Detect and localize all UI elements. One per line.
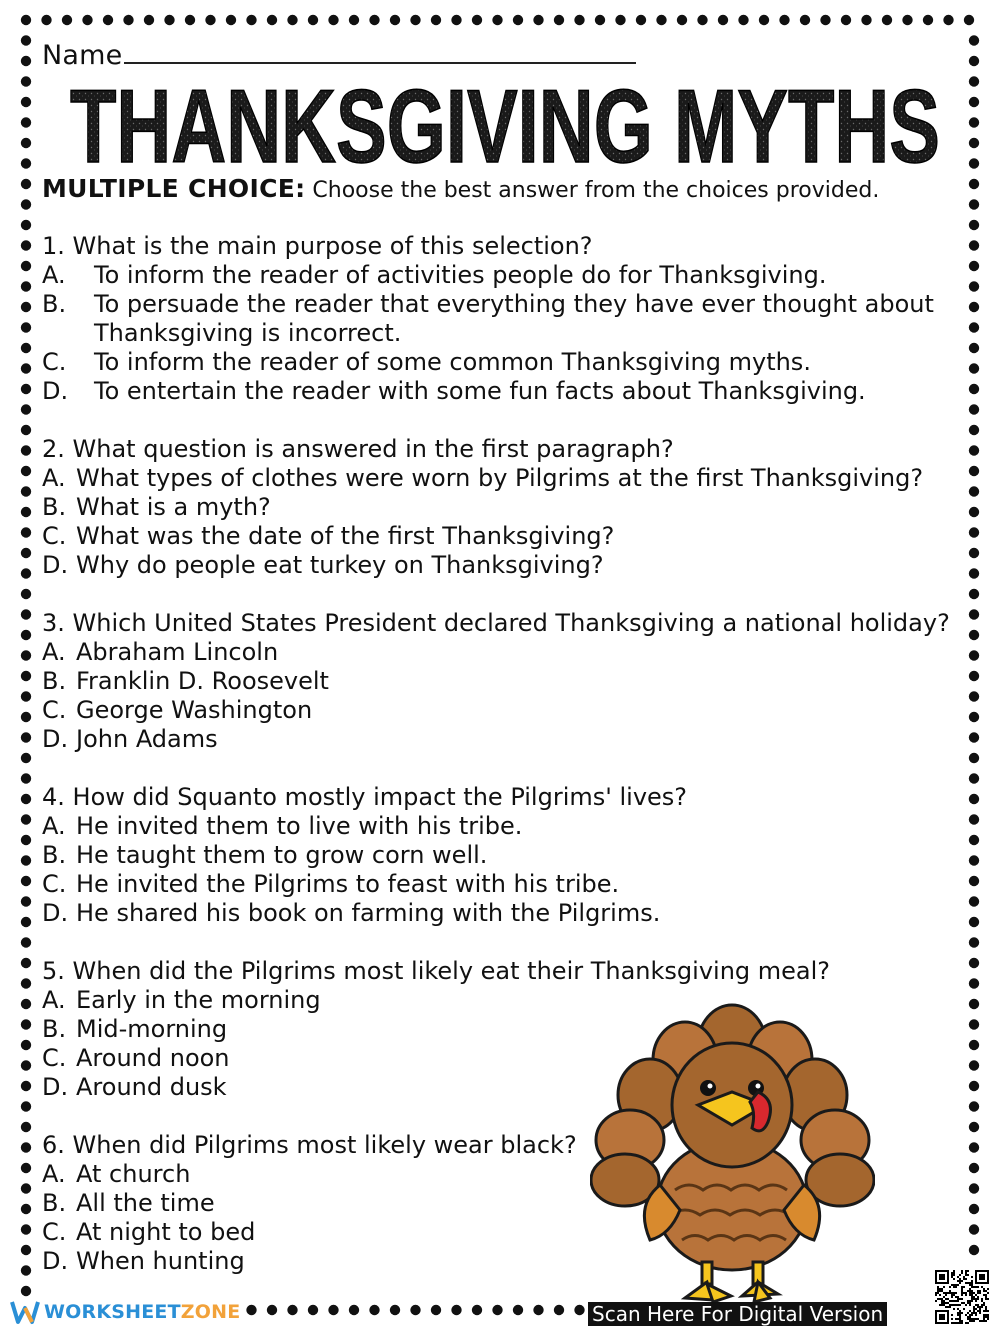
choice-text: At church [76, 1160, 191, 1188]
page-title-text: THANKSGIVING MYTHS [70, 69, 940, 185]
question-prompt: 2. What question is answered in the first paragraph? [42, 435, 674, 463]
choice-letter: D. [42, 1247, 69, 1275]
worksheetzone-logo-icon [10, 1299, 40, 1325]
answer-choice[interactable] [42, 522, 962, 551]
choice-text: To persuade the reader that everything they have ever thought about Thanksgiving is incorrect. [94, 290, 934, 347]
choice-letter: C. [42, 348, 67, 376]
choice-text: When hunting [76, 1247, 245, 1275]
instructions [42, 174, 879, 203]
answer-choice[interactable] [42, 667, 962, 696]
answer-choice[interactable] [42, 261, 962, 290]
page-title [60, 62, 950, 192]
choice-text: Why do people eat turkey on Thanksgiving? [76, 551, 604, 579]
answer-choice[interactable] [42, 290, 962, 348]
choice-letter: D. [42, 1073, 69, 1101]
answer-choice[interactable] [42, 551, 962, 580]
choice-letter: B. [42, 841, 67, 869]
question-prompt: 1. What is the main purpose of this selection? [42, 232, 593, 260]
choice-text: To inform the reader of some common Thanksgiving myths. [94, 348, 811, 376]
choice-text: Around dusk [76, 1073, 227, 1101]
choice-letter: D. [42, 377, 69, 405]
qr-code-icon[interactable] [933, 1268, 991, 1326]
answer-choice[interactable] [42, 348, 962, 377]
choice-text: What types of clothes were worn by Pilgrims at the first Thanksgiving? [76, 464, 924, 492]
choice-letter: B. [42, 1015, 67, 1043]
answer-choice[interactable] [42, 812, 962, 841]
choice-letter: A. [42, 1160, 66, 1188]
choice-text: Abraham Lincoln [76, 638, 279, 666]
answer-choice[interactable] [42, 696, 962, 725]
turkey-icon [590, 1000, 875, 1305]
choice-text: Mid-morning [76, 1015, 228, 1043]
choice-letter: B. [42, 1189, 67, 1217]
choice-text: What is a myth? [76, 493, 271, 521]
choice-letter: D. [42, 725, 69, 753]
answer-choice[interactable] [42, 464, 962, 493]
choice-text: At night to bed [76, 1218, 256, 1246]
choice-text: He invited the Pilgrims to feast with his tribe. [76, 870, 620, 898]
choice-text: Franklin D. Roosevelt [76, 667, 329, 695]
choice-letter: A. [42, 812, 66, 840]
choice-letter: B. [42, 493, 67, 521]
question-prompt: 4. How did Squanto mostly impact the Pilgrims' lives? [42, 783, 688, 811]
answer-choice[interactable] [42, 725, 962, 754]
choice-text: Around noon [76, 1044, 230, 1072]
answer-choice[interactable] [42, 870, 962, 899]
choice-letter: C. [42, 870, 67, 898]
choice-letter: A. [42, 638, 66, 666]
question-1 [42, 232, 962, 406]
answer-choice[interactable] [42, 899, 962, 928]
choice-letter: C. [42, 1218, 67, 1246]
choice-letter: A. [42, 261, 66, 289]
choice-letter: C. [42, 696, 67, 724]
choice-letter: C. [42, 1044, 67, 1072]
question-4 [42, 783, 962, 928]
question-2 [42, 435, 962, 580]
instructions-text: Choose the best answer from the choices provided. [312, 178, 880, 203]
brand-name [44, 1301, 240, 1323]
answer-choice[interactable] [42, 493, 962, 522]
choice-letter: A. [42, 986, 66, 1014]
name-label: Name [42, 40, 123, 71]
choice-letter: B. [42, 667, 67, 695]
choice-text: Early in the morning [76, 986, 321, 1014]
answer-choice[interactable] [42, 377, 962, 406]
choice-letter: D. [42, 551, 69, 579]
choice-letter: C. [42, 522, 67, 550]
choice-text: He shared his book on farming with the Pilgrims. [76, 899, 661, 927]
question-prompt: 5. When did the Pilgrims most likely eat their Thanksgiving meal? [42, 957, 831, 985]
scan-caption: Scan Here For Digital Version [588, 1302, 887, 1326]
choice-text: John Adams [76, 725, 218, 753]
choice-text: He invited them to live with his tribe. [76, 812, 523, 840]
answer-choice[interactable] [42, 841, 962, 870]
answer-choice[interactable] [42, 638, 962, 667]
brand-name-accent: ZONE [180, 1301, 241, 1323]
choice-text: He taught them to grow corn well. [76, 841, 488, 869]
choice-letter: A. [42, 464, 66, 492]
choice-letter: B. [42, 290, 67, 318]
question-prompt: 3. Which United States President declared Thanksgiving a national holiday? [42, 609, 950, 637]
question-3 [42, 609, 962, 754]
instructions-label: MULTIPLE CHOICE: [42, 174, 306, 203]
brand-logo[interactable] [8, 1297, 246, 1327]
question-prompt: 6. When did Pilgrims most likely wear black? [42, 1131, 577, 1159]
choice-text: All the time [76, 1189, 215, 1217]
choice-text: To inform the reader of activities people do for Thanksgiving. [94, 261, 827, 289]
choice-letter: D. [42, 899, 69, 927]
choice-text: George Washington [76, 696, 313, 724]
brand-name-main: WORKSHEET [44, 1301, 181, 1323]
choice-text: What was the date of the first Thanksgiving? [76, 522, 615, 550]
choice-text: To entertain the reader with some fun facts about Thanksgiving. [94, 377, 866, 405]
